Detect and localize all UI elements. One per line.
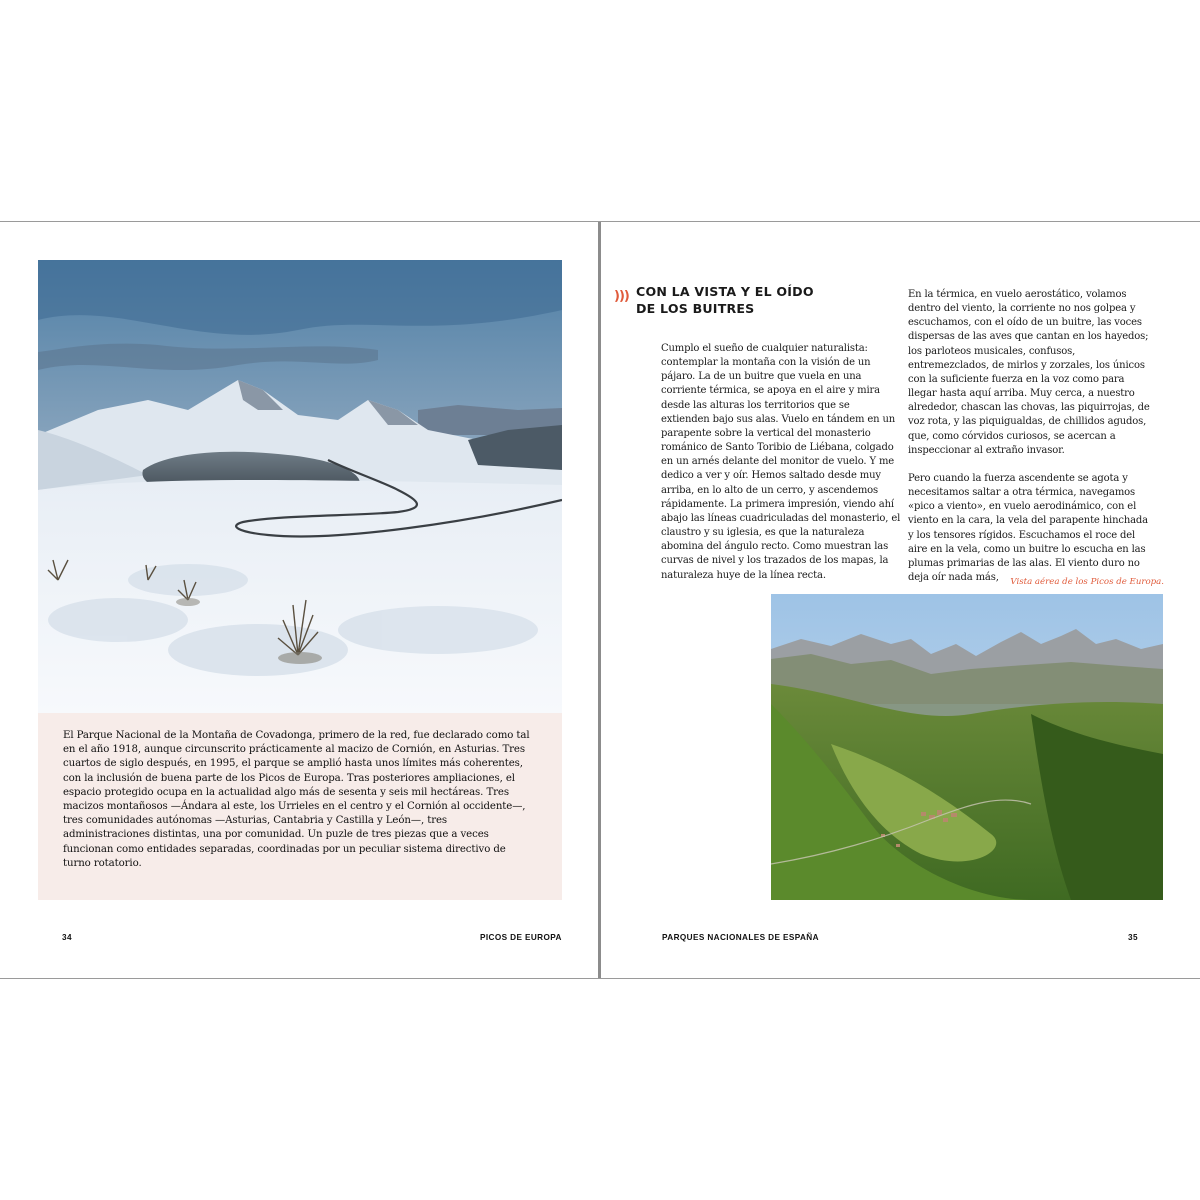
book-spread	[0, 221, 1200, 979]
column-2-paragraph-1: En la térmica, en vuelo aerostático, volamos dentro del viento, la corriente no nos golpea y escuchamos, con el oído de un buitre, las voces dispersas de las aves que cantan en los hayedos; los parloteos musicales, confusos, entremezclados, de mirlos y zorzales, los únicos con la suficiente fuerza en la voz como para llegar hasta aquí arriba. Muy cerca, a nuestro alrededor, chascan las chovas, las piquirrojas, de voz rota, y las piquigualdas, de chillidos agudos, que, como córvidos curiosos, se acercan a inspeccionar al extraño invasor.	[908, 289, 1150, 456]
aerial-valley-photo	[771, 594, 1163, 900]
page-number-right: 35	[1128, 933, 1138, 942]
intro-caption-text: El Parque Nacional de la Montaña de Covadonga, primero de la red, fue declarado como tal en el año 1918, aunque circunscrito prácticamente al macizo de Cornión, en Asturias. Tres cuartos de siglo después, en 1995, el parque se amplió hasta unos límites más coherentes, con la inclusión de buena parte de los Picos de Europa. Tras posteriores ampliaciones, el espacio protegido ocupa en la actualidad algo más de sesenta y seis mil hectáreas. Tres macizos montañosos —Ándara al este, los Urrieles en el centro y el Cornión al occidente—, tres comunidades autónomas —Asturias, Cantabria y Castilla y León—, tres administraciones distintas, una por comunidad. Un puzle de tres piezas que a veces funcionan como entidades separadas, coordinadas por un peculiar sistema directivo de turno rotatorio.	[63, 730, 530, 869]
page-number-left: 34	[62, 933, 72, 942]
snowy-lake-photo	[38, 260, 562, 713]
text-column-2	[908, 288, 1150, 599]
running-head-right: PARQUES NACIONALES DE ESPAÑA	[662, 933, 819, 942]
text-column-1	[661, 342, 901, 597]
column-2-paragraph-2: Pero cuando la fuerza ascendente se agota y necesitamos saltar a otra térmica, navegamos «pico a viento», en vuelo aerodinámico, con el viento en la cara, la vela del parapente hinchada y los tensores rígidos. Escuchamos el roce del aire en la vela, como un buitre lo escucha en las plumas primarias de las alas. El viento duro no deja oír nada más,	[908, 472, 1148, 583]
right-page	[601, 222, 1200, 978]
left-page	[0, 222, 598, 978]
aerial-valley-illustration	[771, 594, 1163, 900]
column-1-paragraph: Cumplo el sueño de cualquier naturalista: contemplar la montaña con la visión de un pájaro. La de un buitre que vuela en una corriente térmica, se apoya en el aire y mira desde las alturas los territorios que se extienden bajo sus alas. Vuelo en tándem en un parapente sobre la vertical del monasterio románico de Santo Toribio de Liébana, colgado en un arnés delante del monitor de vuelo. Y me dedico a ver y oír. Hemos saltado desde muy arriba, en lo alto de un cerro, y ascendemos rápidamente. La primera impresión, viendo ahí abajo las líneas cuadriculadas del monasterio, el claustro y su iglesia, es que la naturaleza abomina del ángulo recto. Como muestran las curvas de nivel y los trazados de los mapas, la naturaleza huye de la línea recta.	[661, 343, 901, 581]
sound-waves-icon: )))	[614, 289, 629, 304]
heading-line-2: DE LOS BUITRES	[636, 301, 755, 316]
heading-line-1: CON LA VISTA Y EL OÍDO	[636, 284, 814, 299]
intro-caption-box	[38, 713, 562, 900]
running-head-left: PICOS DE EUROPA	[480, 933, 562, 942]
snowy-lake-illustration	[38, 260, 562, 713]
aerial-photo-caption: Vista aérea de los Picos de Europa.	[1010, 577, 1164, 587]
